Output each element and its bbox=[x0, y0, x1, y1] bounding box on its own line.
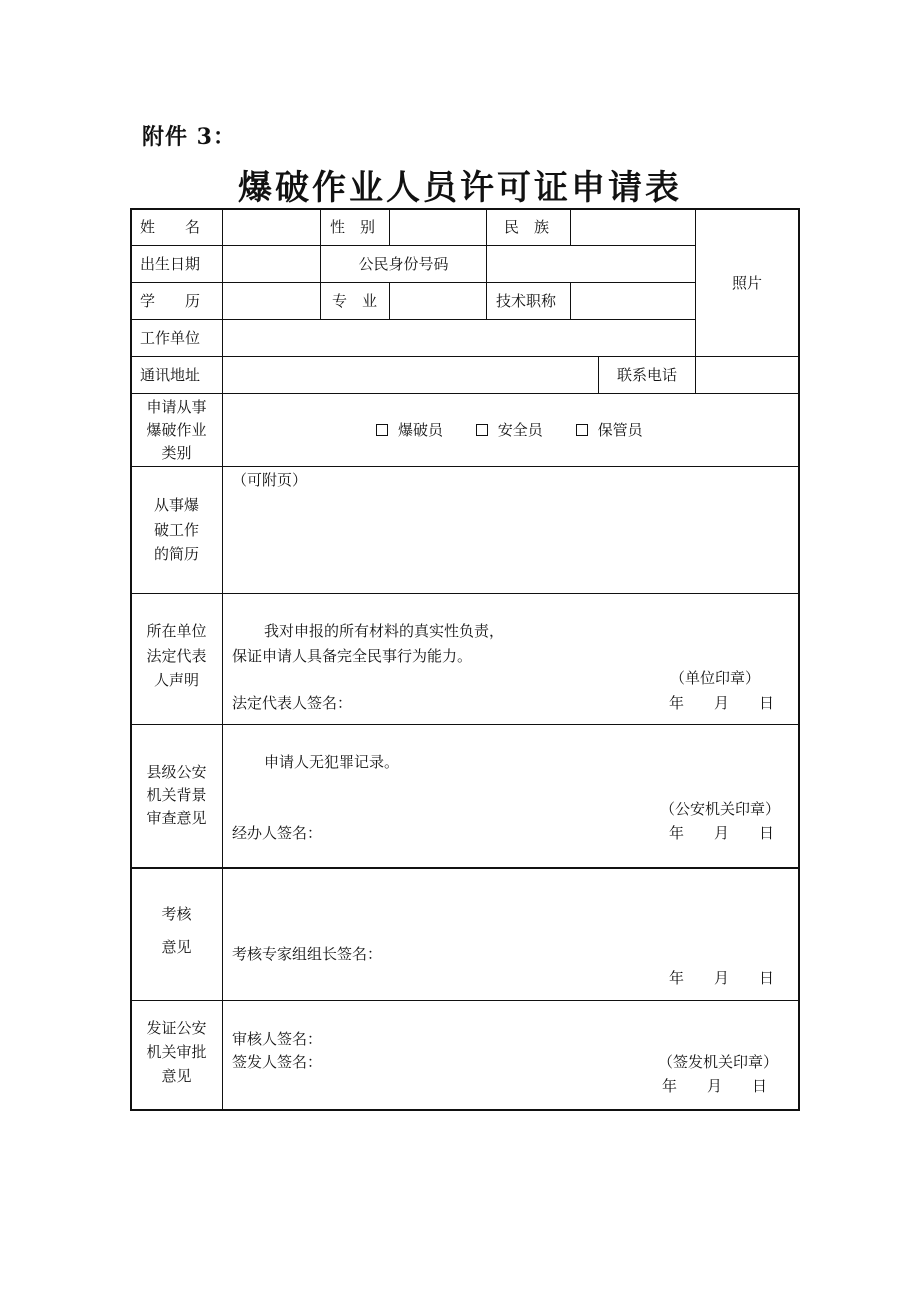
col-gender-left bbox=[320, 208, 321, 245]
col-photo-divider bbox=[695, 208, 696, 393]
label-tech-title: 技术职称 bbox=[496, 292, 557, 310]
unit-date: 年 月 日 bbox=[669, 694, 775, 712]
rule-row4 bbox=[130, 356, 800, 357]
unit-statement-line1: 我对申报的所有材料的真实性负责， bbox=[264, 622, 505, 640]
label-workplace: 工作单位 bbox=[140, 329, 201, 347]
workplace-input[interactable] bbox=[224, 321, 694, 355]
label-name: 姓 名 bbox=[140, 218, 201, 236]
label-category-line3: 类别 bbox=[161, 444, 192, 462]
label-bgcheck-line1: 县级公安 bbox=[146, 763, 207, 781]
expert-leader-signature-label: 考核专家组组长签名： bbox=[232, 945, 383, 963]
label-bgcheck-line2: 机关背景 bbox=[146, 786, 207, 804]
photo-box[interactable] bbox=[697, 210, 797, 355]
checkbox-custodian[interactable] bbox=[576, 424, 588, 436]
col-major-right bbox=[389, 282, 390, 319]
label-bgcheck-line3: 审查意见 bbox=[146, 809, 207, 827]
handler-signature-label: 经办人签名： bbox=[232, 824, 323, 842]
rule-resume bbox=[130, 593, 800, 594]
label-assessment-line1: 考核 bbox=[161, 905, 192, 923]
issuing-seal-label: （签发机关印章） bbox=[658, 1053, 779, 1071]
table-border-bottom bbox=[130, 1109, 800, 1111]
reviewer-signature-label: 审核人签名： bbox=[232, 1030, 323, 1048]
checkbox-safety-officer[interactable] bbox=[476, 424, 488, 436]
label-assessment-line2: 意见 bbox=[161, 938, 192, 956]
label-ethnicity: 民 族 bbox=[504, 218, 550, 236]
option-safety-officer[interactable] bbox=[476, 419, 543, 441]
label-approval-line1: 发证公安 bbox=[146, 1019, 207, 1037]
resume-input[interactable] bbox=[224, 492, 796, 592]
rule-row1 bbox=[130, 245, 695, 246]
rule-background-check bbox=[130, 867, 800, 869]
phone-input[interactable] bbox=[697, 358, 797, 392]
photo-label: 照片 bbox=[731, 274, 762, 292]
label-unit-line2: 法定代表 bbox=[146, 647, 207, 665]
col-label-divider bbox=[222, 208, 223, 1111]
unit-seal-label: （单位印章） bbox=[670, 669, 761, 687]
rule-row5 bbox=[130, 393, 800, 394]
education-input[interactable] bbox=[224, 284, 319, 318]
id-number-input[interactable] bbox=[488, 247, 694, 281]
label-resume-line2: 破工作 bbox=[153, 521, 199, 539]
label-phone: 联系电话 bbox=[616, 366, 677, 384]
name-input[interactable] bbox=[224, 210, 319, 244]
label-address: 通讯地址 bbox=[140, 366, 201, 384]
gender-input[interactable] bbox=[391, 210, 485, 244]
label-education: 学 历 bbox=[140, 292, 201, 310]
label-id-number: 公民身份号码 bbox=[358, 255, 449, 273]
major-input[interactable] bbox=[391, 284, 485, 318]
label-unit-line1: 所在单位 bbox=[146, 622, 207, 640]
col-ethnicity-right bbox=[570, 208, 571, 245]
unit-statement-line2: 保证申请人具备完全民事行为能力。 bbox=[232, 647, 473, 665]
label-category-line1: 申请从事 bbox=[146, 398, 207, 416]
rule-assessment bbox=[130, 1000, 800, 1001]
col-ethnicity-left bbox=[486, 208, 487, 245]
label-unit-line3: 人声明 bbox=[153, 671, 199, 689]
legal-rep-signature-label: 法定代表人签名： bbox=[232, 694, 353, 712]
label-gender: 性 别 bbox=[330, 218, 376, 236]
label-category-line2: 爆破作业 bbox=[146, 421, 207, 439]
rule-category bbox=[130, 466, 800, 467]
col-major-left bbox=[320, 282, 321, 319]
label-approval-line3: 意见 bbox=[161, 1067, 192, 1085]
rule-unit-statement bbox=[130, 724, 800, 725]
option-safety-officer-label: 安全员 bbox=[497, 421, 543, 439]
option-blaster-label: 爆破员 bbox=[398, 421, 444, 439]
label-resume-line1: 从事爆 bbox=[153, 496, 199, 514]
attachment-label: 附件 3： bbox=[142, 124, 236, 150]
option-custodian-label: 保管员 bbox=[597, 421, 643, 439]
label-major: 专 业 bbox=[332, 292, 378, 310]
address-input[interactable] bbox=[224, 358, 597, 392]
tech-title-input[interactable] bbox=[572, 284, 694, 318]
col-tech-left bbox=[486, 282, 487, 319]
option-custodian[interactable] bbox=[576, 419, 643, 441]
rule-row2 bbox=[130, 282, 695, 283]
col-tech-right bbox=[570, 282, 571, 319]
col-id-right bbox=[486, 245, 487, 282]
issuer-signature-label: 签发人签名： bbox=[232, 1053, 323, 1071]
bgcheck-date: 年 月 日 bbox=[669, 824, 775, 842]
option-blaster[interactable] bbox=[376, 419, 443, 441]
no-criminal-record-text: 申请人无犯罪记录。 bbox=[264, 753, 400, 771]
col-gender-right bbox=[389, 208, 390, 245]
birth-date-input[interactable] bbox=[224, 247, 319, 281]
approval-date: 年 月 日 bbox=[662, 1077, 768, 1095]
label-resume-line3: 的简历 bbox=[153, 545, 199, 563]
checkbox-blaster[interactable] bbox=[376, 424, 388, 436]
form-title: 爆破作业人员许可证申请表 bbox=[238, 168, 682, 208]
police-seal-label: （公安机关印章） bbox=[660, 800, 781, 818]
assessment-date: 年 月 日 bbox=[669, 969, 775, 987]
table-border-right bbox=[798, 208, 800, 1111]
rule-row3 bbox=[130, 319, 695, 320]
category-options bbox=[362, 419, 657, 441]
ethnicity-input[interactable] bbox=[572, 210, 694, 244]
label-birth-date: 出生日期 bbox=[140, 255, 201, 273]
label-approval-line2: 机关审批 bbox=[146, 1043, 207, 1061]
resume-note: （可附页） bbox=[232, 471, 308, 489]
